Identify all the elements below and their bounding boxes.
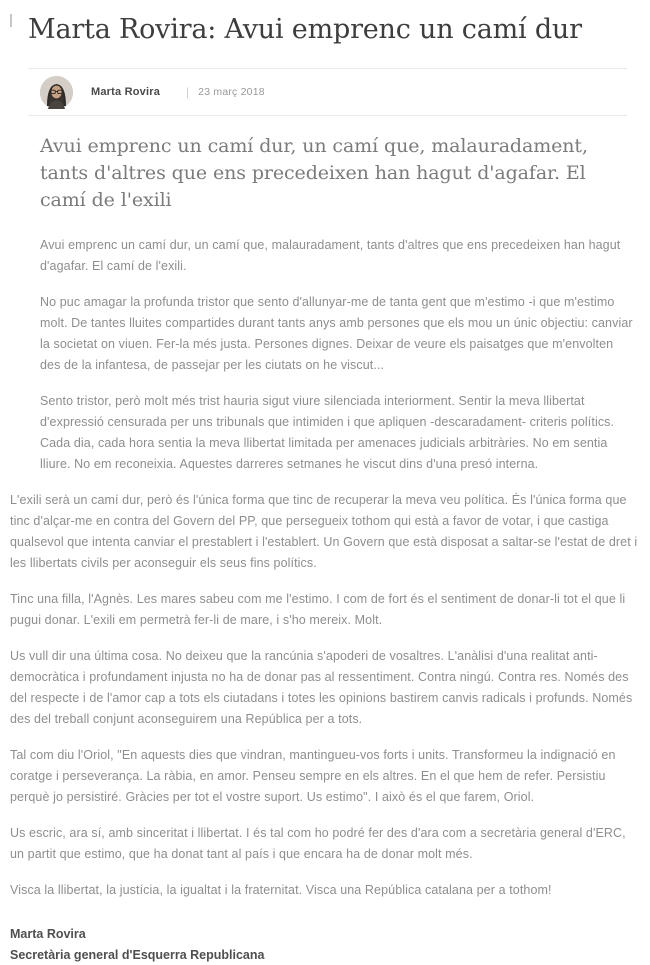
author-avatar[interactable] xyxy=(40,76,73,109)
signature-role: Secretària general d'Esquerra Republicana xyxy=(10,947,265,962)
article-intro xyxy=(40,235,634,475)
signature-block xyxy=(10,924,640,965)
paragraph: L'exili serà un camí dur, però és l'única forma que tinc de recuperar la meva veu política. És l'única forma que tinc d'alçar-me en contra del Govern del PP, que persegueix tothom qui està a favor de votar, i que castiga qualsevol que intenta canviar el prestablert i l'establert. Un Govern que està disposat a saltar-se l'estat de dret i les llibertats civils per aconseguir els seus fins polítics. xyxy=(10,493,638,571)
byline-block xyxy=(28,68,627,116)
article-body xyxy=(10,490,640,901)
page-title: Marta Rovira: Avui emprenc un camí dur xyxy=(28,14,582,45)
signature-name: Marta Rovira xyxy=(10,927,86,942)
paragraph: Visca la llibertat, la justícia, la igualtat i la fraternitat. Visca una República catalana per a tothom! xyxy=(10,883,552,898)
paragraph: Tinc una filla, l'Agnès. Les mares sabeu com me l'estimo. I com de fort és el sentiment de donar-li tot el que li pugui donar. L'exili em permetrà fer-li de mare, i s'ho mereix. Molt. xyxy=(10,592,626,628)
paragraph: Us escric, ara sí, amb sinceritat i llibertat. I és tal com ho podré fer des d'ara com a secretària general d'ERC, un partit que estimo, que ha donat tant al país i que encara ha de donar molt més. xyxy=(10,826,626,862)
page-edge-mark xyxy=(10,14,12,27)
byline xyxy=(28,69,627,115)
publish-date: 23 març 2018 xyxy=(198,86,265,99)
paragraph: Avui emprenc un camí dur, un camí que, malauradament, tants d'altres que ens precedeixen han hagut d'agafar. El camí de l'exili. xyxy=(40,238,621,274)
paragraph: Sento tristor, però molt més trist hauria sigut viure silenciada interiorment. Sentir la meva llibertat d'expressió censurada per uns tribunals que intimiden i que apliquen -descaradament- criteris polítics. Cada dia, cada hora sentia la meva llibertat limitada per amenaces judicials arbitràries. No em sentia lliure. No em reconeixia. Aquestes darreres setmanes he viscut dins d'una presó interna. xyxy=(40,394,615,472)
byline-divider: | xyxy=(186,85,190,100)
paragraph: Us vull dir una última cosa. No deixeu que la rancúnia s'apoderi de vosaltres. L'anàlisi d'una realitat anti-democràtica i profundament injusta no ha de donar pas al ressentiment. Contra ningú. Contra res. Només des del respecte i de l'amor cap a tots els ciutadans i totes les opinions bastirem canvis radicals i profunds. Només des del treball conjunt aconseguirem una República per a tots. xyxy=(10,649,633,727)
lead-paragraph: Avui emprenc un camí dur, un camí que, malauradament, tants d'altres que ens precedeixen han hagut d'agafar. El camí de l'exili xyxy=(40,135,588,211)
paragraph: Tal com diu l'Oriol, "En aquests dies que vindran, mantingueu-vos forts i units. Transformeu la indignació en coratge i perseverança. La ràbia, en amor. Penseu sempre en els altres. En el que hem de refer. Persistiu perquè jo persistiré. Gràcies per tot el vostre suport. Us estimo". I això és el que farem, Oriol. xyxy=(10,748,616,805)
paragraph: No puc amagar la profunda tristor que sento d'allunyar-me de tanta gent que m'estimo -i que m'estimo molt. De tantes lluites compartides durant tants anys amb persones que els mou un únic objectiu: canviar la societat on viuen. Fer-la més justa. Persones dignes. Deixar de veure els paisatges que m'envolten des de la infantesa, de passejar per les ciutats on he viscut... xyxy=(40,295,633,373)
author-portrait-icon xyxy=(40,76,73,109)
article-page xyxy=(0,14,650,962)
author-name[interactable]: Marta Rovira xyxy=(91,86,161,99)
